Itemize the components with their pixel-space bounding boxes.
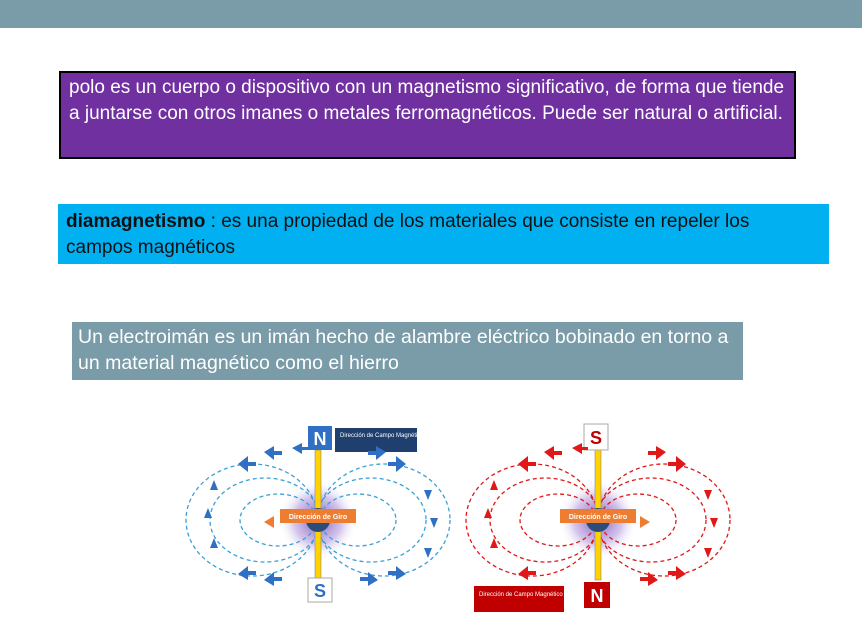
diamagnetismo-definition-box: [58, 204, 829, 264]
electroiman-definition-box: [72, 322, 743, 380]
electroiman-text: Un electroimán es un imán hecho de alambre eléctrico bobinado en torno a un material magnético como el hierro: [78, 326, 729, 374]
left-giro-label: Dirección de Giro: [288, 514, 348, 521]
right-campo-label: Dirección de Campo Magnético: [479, 592, 563, 598]
left-magnet-diagram: [186, 426, 450, 602]
left-bottom-pole: S: [313, 581, 327, 601]
right-top-pole: S: [589, 428, 603, 448]
diamagnetismo-text: : es una propiedad de los materiales que consiste en repeler los campos magnéticos: [66, 211, 750, 258]
right-giro-label: Dirección de Giro: [568, 514, 628, 521]
left-top-pole: N: [313, 429, 327, 449]
diamagnetismo-term: diamagnetismo: [66, 211, 206, 232]
polo-definition-text: polo es un cuerpo o dispositivo con un magnetismo significativo, de forma que tiende a juntarse con otros imanes o metales ferromagnéticos. Puede ser natural o artificial.: [69, 77, 785, 124]
right-bottom-pole: N: [590, 586, 604, 606]
magnet-field-diagram: [180, 420, 740, 620]
right-magnet-diagram: [466, 424, 730, 612]
polo-definition-box: [59, 71, 796, 159]
top-bar: [0, 0, 862, 28]
right-giro-arrow: [640, 516, 650, 528]
left-campo-label: Dirección de Campo Magnético: [340, 433, 424, 439]
left-giro-arrow: [264, 516, 274, 528]
right-campo-label-box: [474, 586, 564, 612]
